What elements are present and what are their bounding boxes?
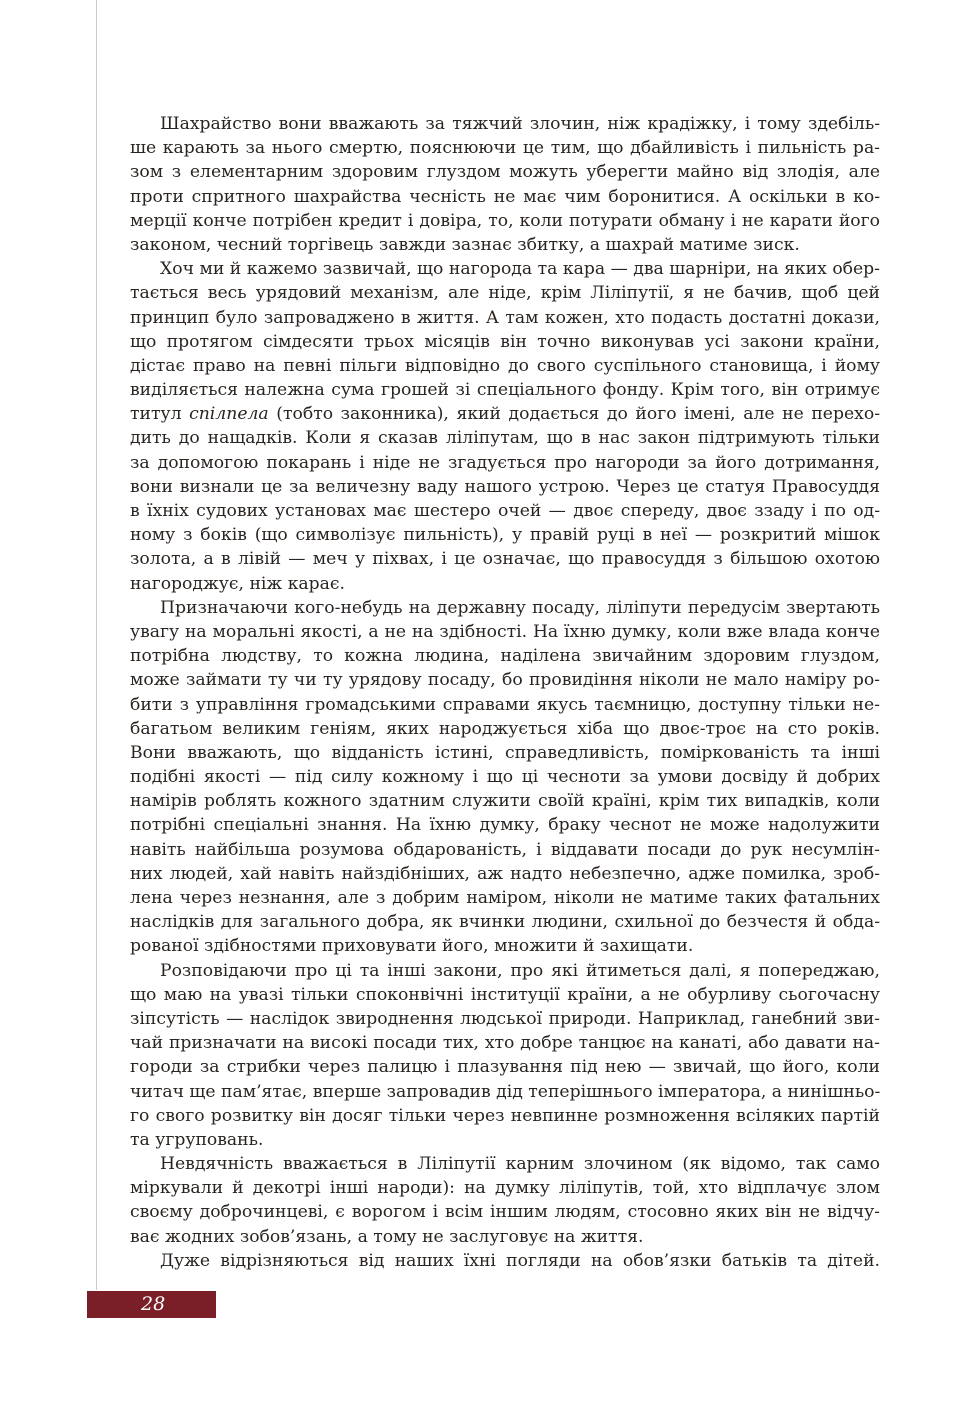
text-line: них людей, хай навіть найздібніших, аж надто небезпечно, адже помилка, зроб- [130, 863, 880, 884]
text-line: мерції конче потрібен кредит і довіра, то, коли потурати обману і не карати його [130, 210, 880, 231]
text-run: (тобто законника), який додається до його імені, але не перехо- [268, 404, 880, 425]
text-line: нагороджує, ніж карає. [130, 573, 346, 594]
text-line: чай призначати на високі посади тих, хто добре танцює на канаті, або давати на- [130, 1033, 880, 1054]
text-line: законом, чесний торгівець завжди зазнає збитку, а шахрай матиме зиск. [130, 234, 800, 255]
text-line: зіпсутість — наслідок звироднення людської природи. Наприклад, ганебний зви- [130, 1008, 880, 1029]
text-line: що протягом сімдесяти трьох місяців він точно виконував усі закони країни, [130, 331, 880, 352]
text-run: титул [130, 404, 190, 425]
text-line: ному з боків (що символізує пильність), у правій руці в неї — розкритий мішок [130, 525, 880, 546]
text-line: го свого розвитку він досяг тільки через невпинне розмноження всіляких партій [130, 1105, 880, 1126]
text-line: Призначаючи кого-небудь на державну посаду, ліліпути передусім звертають [160, 597, 880, 618]
text-line: може займати ту чи ту урядову посаду, бо провидіння ніколи не мало наміру ро- [130, 670, 880, 691]
text-line: за допомогою покарань і ніде не згадується про нагороди за його дотримання, [130, 452, 880, 473]
page-number-bar [87, 1291, 216, 1318]
text-line: в їхніх судових установах має шестеро очей — двоє спереду, двоє ззаду і по од- [130, 501, 880, 521]
text-line: увагу на моральні якості, а не на здібності. На їхню думку, коли вже влада конче [130, 621, 880, 642]
text-line: міркували й декотрі інші народи): на думку ліліпутів, той, хто відплачує злом [130, 1178, 880, 1199]
text-line: Розповідаючи про ці та інші закони, про які йтиметься далі, я попереджаю, [160, 960, 880, 981]
text-line: Невдячність вважається в Ліліпутії карним злочином (як відомо, так само [160, 1154, 880, 1175]
text-line: Хоч ми й кажемо зазвичай, що нагорода та кара — два шарніри, на яких обер- [160, 259, 880, 280]
text-line: потрібна людству, то кожна людина, наділена звичайним здоровим глуздом, [130, 646, 880, 667]
text-line: навіть найбільша розумова обдарованість, і віддавати посади до рук несумлін- [130, 839, 880, 860]
text-line: золота, а в лівій — меч у піхвах, і це означає, що правосуддя з більшою охотою [130, 549, 880, 570]
text-line: зом з елементарним здоровим глуздом можуть уберегти майно від злодія, але [130, 162, 880, 183]
text-line: вони визнали це за величезну ваду нашого устрою. Через це статуя Правосуддя [130, 476, 880, 497]
text-line: виділяється належна сума грошей зі спеціального фонду. Крім того, він отримує [130, 380, 880, 401]
margin-rule [96, 0, 97, 1290]
text-line: лена через незнання, але з добрим наміром, ніколи не матиме таких фатальних [130, 888, 880, 908]
text-line: ше карають за нього смертю, пояснюючи це тим, що дбайливість і пильність ра- [130, 138, 880, 159]
text-line: Дуже відрізняються від наших їхні погляди на обов’язки батьків та дітей. [160, 1250, 880, 1271]
text-line: Шахрайство вони вважають за тяжчий злочин, ніж крадіжку, і тому здебіль- [160, 114, 880, 134]
text-line: що маю на увазі тільки споконвічні інституції країни, а не обурливу сьогочасну [130, 984, 880, 1005]
text-line: дить до нащадків. Коли я сказав ліліпутам, що в нас закон підтримують тільки [130, 428, 880, 449]
text-line: своєму доброчинцеві, є ворогом і всім іншим людям, стосовно яких він не відчу- [130, 1202, 880, 1223]
text-line: дістає право на певні пільги відповідно до свого суспільного становища, і йому [130, 355, 880, 376]
text-line: Вони вважають, що відданість істині, справедливість, поміркованість та інші [130, 742, 880, 763]
text-line: ває жодних зобов’язань, а тому не заслуговує на життя. [130, 1226, 644, 1247]
italic-term: спілпела [189, 404, 269, 425]
text-line: проти спритного шахрайства чесність не має чим боронитися. А оскільки в ко- [130, 186, 880, 207]
text-line: подібні якості — під силу кожному і що ці чесноти за умови досвіду й добрих [130, 767, 880, 788]
text-line [130, 402, 880, 426]
text-line: бити з управління громадськими справами якусь таємницю, доступну тільки не- [130, 694, 880, 715]
text-line: та угруповань. [130, 1129, 264, 1150]
text-line: багатьом великим геніям, яких народжується хіба що двоє-троє на сто років. [130, 718, 880, 739]
text-line: наслідків для загального добра, як вчинки людини, схильної до безчестя й обда- [130, 912, 880, 933]
page-number: 28 [141, 1293, 166, 1315]
text-line: принцип було запроваджено в життя. А там кожен, хто подасть достатні докази, [130, 307, 880, 328]
text-line: читач ще пам’ятає, вперше запровадив дід теперішнього імператора, а нинішньо- [130, 1081, 880, 1102]
text-line: намірів роблять кожного здатним служити своїй країні, крім тих випадків, коли [130, 791, 880, 812]
text-line: тається весь урядовий механізм, але ніде, крім Ліліпутії, я не бачив, щоб цей [130, 283, 880, 304]
text-line: потрібні спеціальні знання. На їхню думку, браку чеснот не може надолужити [130, 815, 880, 836]
text-line: городи за стрибки через палицю і плазування під нею — звичай, що його, коли [130, 1057, 880, 1078]
text-line: рованої здібностями приховувати його, множити й захищати. [130, 936, 694, 957]
body-text [130, 112, 880, 1273]
